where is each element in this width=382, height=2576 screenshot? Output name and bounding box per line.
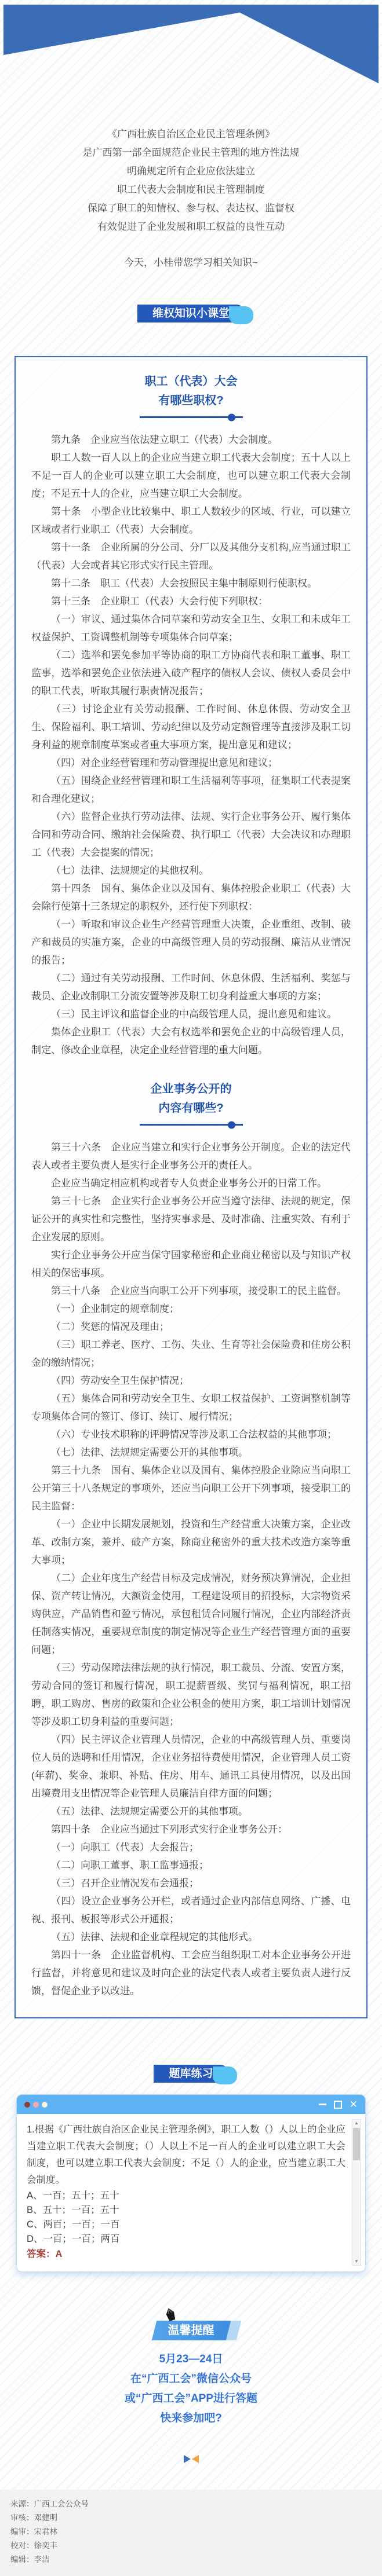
law-paragraph: 职工人数一百人以上的企业应当建立职工代表大会制度；五十人以上不足一百人的企业可以建立职工大会制度，也可以建立职工代表大会制度；不足五十人的企业，应当建立职工大会制度。 [31, 452, 351, 499]
notice-line: 5月23—24日 [159, 2353, 223, 2365]
law-paragraph: 第三十九条 国有、集体企业以及国有、集体控股企业除应当向职工公开第三十八条规定的事项外，还应当向职工公开下列事项，接受职工的民主监督： [31, 1465, 351, 1512]
banner-blue-shape [3, 5, 379, 83]
law-paragraph: （四）对企业经营管理和劳动管理提出意见和建议； [51, 757, 278, 768]
law-paragraph: （三）讨论企业有关劳动报酬、工作时间、休息休假、劳动安全卫生、保险福利、职工培训、劳动纪律以及劳动定额管理等直接涉及职工切身利益的规章制度草案或者重大事项方案，提出意见和建议； [31, 703, 351, 750]
credit-source: 来源：广西工会公众号 [10, 2500, 89, 2508]
law-paragraph: （七）法律、法规规定的其他权利。 [51, 865, 209, 876]
law-paragraph: （三）民主评议和监督企业的中高级管理人员，提出意见和建议。 [51, 1009, 337, 1020]
law-paragraph: （一）审议、通过集体合同草案和劳动安全卫生、女职工和未成年工权益保护、工资调整机制等专项集体合同草案； [31, 614, 351, 643]
binder-clip-row [0, 2307, 361, 2322]
heading-underline [140, 416, 243, 418]
notice-line: 快来参加吧? [160, 2412, 222, 2424]
law-paragraph: 集体企业职工（代表）大会有权选举和罢免企业的中高级管理人员，制定、修改企业章程，决定企业经营管理的重大问题。 [31, 1027, 351, 1056]
scrollbar-thumb[interactable] [353, 2128, 360, 2160]
underline-dot-icon [228, 413, 235, 421]
law-paragraph: （二）企业年度生产经营目标及完成情况，财务预决算情况，企业担保、资产转让情况，大额资金使用，工程建设项目的招投标，大宗物资采购供应，产品销售和盈亏情况，承包租赁合同履行情况，企业内部经济责任制落实情况，重要规章制度的制定情况等企业生产经营管理方面的重要问题； [31, 1573, 351, 1655]
badge-rights-classroom [137, 305, 245, 323]
reminder-ribbon [154, 2321, 228, 2340]
scroll-up-icon[interactable]: ▲ [354, 2120, 359, 2126]
credit-senior-editor: 编审：宋君林 [10, 2527, 57, 2536]
credit-proofreader: 校对：徐奕丰 [10, 2541, 57, 2550]
underline-dot-icon [228, 1121, 235, 1128]
law-paragraph: （二）选举和罢免参加平等协商的职工方协商代表和职工董事、职工监事，选举和罢免企业依法进入破产程序的债权人会议、债权人委员会中的职工代表，听取其履行职责情况报告； [31, 650, 351, 697]
titlebar-dot-cream-icon [42, 2102, 48, 2108]
scroll-down-icon[interactable]: ▼ [354, 2259, 359, 2264]
intro-line: 有效促进了企业发展和职工权益的良性互动 [97, 221, 285, 232]
law-content-box [14, 356, 368, 2018]
law-paragraph: 第十二条 职工（代表）大会按照民主集中制原则行使职权。 [51, 578, 317, 589]
law-paragraph: 实行企业事务公开应当保守国家秘密和企业商业秘密以及与知识产权相关的保密事项。 [31, 1249, 351, 1278]
titlebar-dots [24, 2102, 48, 2108]
law-paragraph: 第十四条 国有、集体企业以及国有、集体控股企业职工（代表）大会除行使第十三条规定的职权外，还行使下列职权： [31, 883, 351, 912]
law-paragraph: （五）法律、法规规定需要公开的其他事项。 [51, 1806, 248, 1817]
law-paragraph: （一）向职工（代表）大会报告； [51, 1842, 199, 1853]
maximize-icon[interactable] [334, 2101, 342, 2109]
quiz-option-d: D、一百；一百；两百 [27, 2234, 120, 2244]
ribbon-label: 温馨提醒 [168, 2324, 214, 2337]
quiz-body [17, 2114, 365, 2271]
minimize-icon[interactable] [319, 2104, 326, 2105]
law-paragraph: （四）设立企业事务公开栏，或者通过企业内部信息网络、广播、电视、报刊、板报等形式公开通报； [31, 1896, 351, 1925]
law-paragraph: （一）企业中长期发展规划，投资和生产经营重大决策方案，企业改革、改制方案，兼并、破产方案，除商业秘密外的重大技术改造方案等重大事项； [31, 1519, 351, 1566]
law-paragraph: （六）专业技术职称的评聘情况等涉及职工合法权益的其他事项； [51, 1429, 337, 1440]
credit-editor: 编辑：李洁 [10, 2555, 50, 2564]
law-paragraph: （三）召开企业情况发布会通报； [51, 1878, 199, 1889]
law-paragraph: （五）围绕企业经营管理和职工生活福利等事项，征集职工代表提案和合理化建议； [31, 775, 351, 804]
notice-block [0, 2350, 382, 2428]
close-icon[interactable]: ✕ [349, 2099, 358, 2110]
law-paragraph: （五）法律、法规和企业章程规定的其他形式。 [51, 1932, 258, 1943]
intro-line: 《广西壮族自治区企业民主管理条例》 [107, 129, 275, 140]
bowtie-blue-triangle [184, 2455, 191, 2463]
law-paragraph: （七）法律、法规规定需要公开的其他事项。 [51, 1447, 248, 1458]
badge-question-practice [154, 2065, 228, 2083]
section-heading-disclosure [31, 1080, 351, 1126]
intro-block [0, 125, 382, 272]
section-heading-line1: 企业事务公开的 [150, 1083, 232, 1095]
law-paragraph: （二）向职工董事、职工监事通报； [51, 1860, 209, 1871]
intro-closing: 今天，小桂带您学习相关知识~ [124, 257, 258, 268]
law-paragraph: （三）劳动保障法律法规的执行情况，职工裁员、分流、安置方案，劳动合同的签订和履行情况，职工提薪晋级、奖罚与福利情况，职工招聘，职工购房、售房的政策和企业公积金的使用方案，职工培训计划情况等涉及职工切身利益的重要问题； [31, 1662, 351, 1727]
law-paragraph: （二）奖惩的情况及理由； [51, 1321, 169, 1332]
intro-line: 职工代表大会制度和民主管理制度 [117, 184, 265, 195]
law-paragraph: 第十三条 企业职工（代表）大会行使下列职权： [51, 596, 268, 607]
law-paragraph: 第十条 小型企业比较集中、职工人数较少的区域、行业，可以建立区域或者行业职工（代表）大会制度。 [31, 506, 351, 535]
law-paragraph: （一）听取和审议企业生产经营管理重大决策，企业重组、改制、破产和裁员的实施方案，企业的中高级管理人员的劳动报酬、廉洁从业情况的报告； [31, 919, 351, 966]
badge-label: 题库练习 [169, 2068, 213, 2080]
section-heading-line2: 内容有哪些? [158, 1102, 224, 1115]
quiz-window-titlebar [17, 2095, 365, 2114]
law-paragraph: （五）集体合同和劳动安全卫生、女职工权益保护、工资调整机制等专项集体合同的签订、修订、续订、履行情况； [31, 1393, 351, 1422]
quiz-question: 1.根据《广西壮族自治区企业民主管理条例》，职工人数（）人以上的企业应当建立职工代表大会制度；（）人以上不足一百人的企业可以建立职工大会制度，也可以建立职工代表大会制度；不足（）人的企业，应当建立职工大会制度。 [27, 2124, 346, 2185]
section-heading-congress [31, 372, 351, 418]
bowtie-orange-triangle [192, 2455, 199, 2463]
law-paragraph: 第十一条 企业所属的分公司、分厂以及其他分支机构,应当通过职工（代表）大会或者其它形式实行民主管理。 [31, 542, 351, 571]
law-paragraph: 企业应当确定相应机构或者专人负责企业事务公开的日常工作。 [51, 1178, 327, 1189]
footer-credits [0, 2490, 382, 2576]
law-paragraph: （四）民主评议企业管理人员情况，企业的中高级管理人员、重要岗位人员的选聘和任用情况，企业业务招待费使用情况，企业管理人员工资(年薪)、奖金、兼职、补贴、住房、用车、通讯工具使用情况，以及出国出境费用支出情况等企业管理人员廉洁自律方面的问题； [31, 1734, 351, 1799]
law-paragraph: 第四十一条 企业监督机构、工会应当组织职工对本企业事务公开进行监督，并将意见和建议及时向企业的法定代表人或者主要负责人进行反馈，督促企业予以改进。 [31, 1950, 351, 1996]
window-controls [319, 2099, 358, 2109]
law-paragraph: （六）监督企业执行劳动法律、法规、实行企业事务公开、履行集体合同和劳动合同、缴纳社会保险费、执行职工（代表）大会决议和办理职工（代表）大会提案的情况； [31, 811, 351, 858]
titlebar-dot-pink-icon [33, 2102, 39, 2108]
notice-line: 或“广西工会”APP进行答题 [124, 2392, 258, 2405]
credit-reviewer: 审核：邓健明 [10, 2513, 57, 2522]
law-paragraph: 第四十条 企业应当通过下列形式实行企业事务公开： [51, 1824, 288, 1835]
quiz-answer: 答案：A [27, 2249, 63, 2259]
titlebar-dot-red-icon [24, 2102, 30, 2108]
hero-banner [0, 0, 382, 109]
law-paragraph: 第九条 企业应当依法建立职工（代表）大会制度。 [51, 434, 278, 445]
badge-label: 维权知识小课堂 [152, 307, 230, 320]
law-paragraph: （三）职工养老、医疗、工伤、失业、生育等社会保险费和住房公积金的缴纳情况； [31, 1339, 351, 1368]
quiz-option-c: C、两百；一百；一百 [27, 2219, 120, 2230]
scrollbar[interactable] [352, 2119, 361, 2266]
law-paragraph: 第三十六条 企业应当建立和实行企业事务公开制度。企业的法定代表人或者主要负责人是实行企业事务公开的责任人。 [31, 1142, 351, 1171]
law-paragraph: 第三十七条 企业实行企业事务公开应当遵守法律、法规的规定，保证公开的真实性和完整性，坚持实事求是、及时准确、注重实效、有利于企业发展的原则。 [31, 1196, 351, 1243]
bowtie-logo-icon [0, 2455, 382, 2463]
section-heading-line2: 有哪些职权? [158, 394, 224, 407]
intro-line: 明确规定所有企业应依法建立 [127, 166, 255, 177]
law-paragraph: （四）劳动安全卫生保护情况； [51, 1375, 189, 1386]
intro-line: 是广西第一部全面规范企业民主管理的地方性法规 [82, 147, 300, 158]
law-paragraph: （一）企业制定的规章制度； [51, 1303, 179, 1314]
notice-line: 在“广西工会”微信公众号 [130, 2373, 252, 2385]
quiz-option-b: B、五十；一百；五十 [27, 2205, 119, 2215]
quiz-window [16, 2094, 366, 2272]
section-heading-line1: 职工（代表）大会 [144, 375, 238, 388]
heading-underline [140, 1124, 243, 1126]
quiz-option-a: A、一百；五十；五十 [27, 2190, 119, 2201]
intro-line: 保障了职工的知情权、参与权、表达权、监督权 [88, 203, 294, 214]
law-paragraph: （二）通过有关劳动报酬、工作时间、休息休假、生活福利、奖惩与裁员、企业改制职工分流安置等涉及职工切身利益重大事项的方案； [31, 973, 351, 1002]
law-paragraph: 第三十八条 企业应当向职工公开下列事项，接受职工的民主监督。 [51, 1285, 347, 1296]
